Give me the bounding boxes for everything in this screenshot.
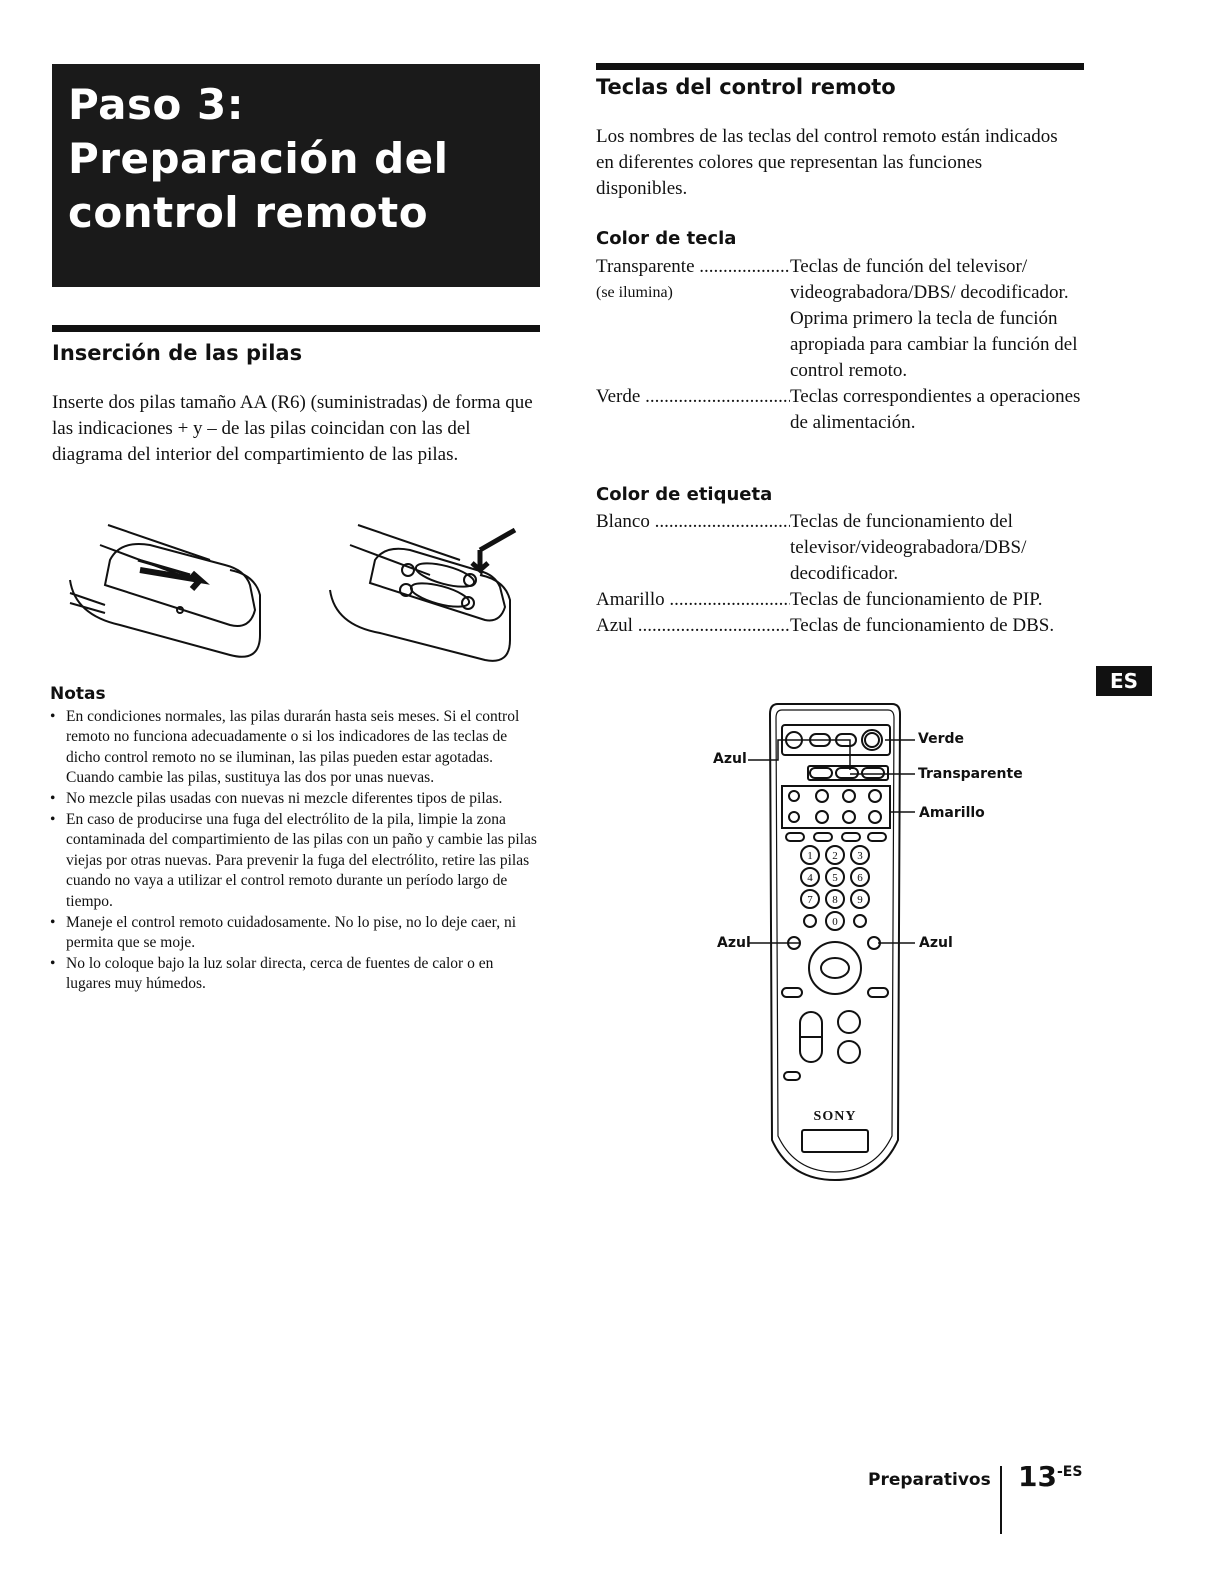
callout-azul-right: Azul bbox=[919, 935, 953, 951]
digit-9: 9 bbox=[857, 894, 863, 906]
digit-0: 0 bbox=[832, 916, 838, 928]
digit-1: 1 bbox=[807, 850, 813, 862]
note-item: • En caso de producirse una fuga del electrólito de la pila, limpie la zona contaminada del compartimiento de las pilas con un paño y cambie las pilas viejas por otras nuevas. Para prevenir la fuga del electrólito, retire las pilas cuando no vaya a utilizar el control remoto durante un período largo de tiempo. bbox=[50, 810, 540, 913]
insert-arrow-icon bbox=[472, 530, 515, 570]
section-rule-left bbox=[52, 325, 540, 332]
section-rule-right bbox=[596, 63, 1084, 70]
callout-verde: Verde bbox=[918, 731, 964, 747]
digit-3: 3 bbox=[857, 850, 863, 862]
notes-heading: Notas bbox=[50, 684, 106, 704]
language-badge: ES bbox=[1096, 666, 1152, 696]
page-number bbox=[1018, 1460, 1082, 1493]
label-color-row bbox=[596, 613, 1096, 639]
page-title: Paso 3: Preparación del control remoto bbox=[68, 80, 449, 237]
title-block bbox=[52, 64, 540, 287]
note-item: • En condiciones normales, las pilas durarán hasta seis meses. Si el control remoto no funciona adecuadamente o si los indicadores de las teclas de dicho control remoto no se iluminan, las pilas pueden estar agotadas. Cuando cambie las pilas, sustituya las dos por unas nuevas. bbox=[50, 707, 540, 789]
key-color-row bbox=[596, 254, 1096, 384]
page-number-value: 13 bbox=[1018, 1460, 1057, 1493]
label-color-desc: Teclas de funcionamiento de PIP. bbox=[790, 589, 1043, 610]
callout-amarillo: Amarillo bbox=[919, 805, 985, 821]
section-heading-keys: Teclas del control remoto bbox=[596, 75, 896, 99]
digit-6: 6 bbox=[857, 872, 863, 884]
digit-2: 2 bbox=[832, 850, 838, 862]
callout-azul-left: Azul bbox=[717, 935, 751, 951]
label-color-term: Azul ..... bbox=[596, 613, 790, 639]
footer-section: Preparativos bbox=[868, 1470, 991, 1490]
key-color-heading: Color de tecla bbox=[596, 228, 737, 249]
digit-4: 4 bbox=[807, 872, 813, 884]
digit-7: 7 bbox=[807, 894, 813, 906]
label-color-term: Amarillo ..... bbox=[596, 587, 790, 613]
note-item: • No lo coloque bajo la luz solar directa, cerca de fuentes de calor o en lugares muy húmedos. bbox=[50, 954, 540, 995]
key-color-row bbox=[596, 384, 1096, 436]
key-color-term: Verde ..... bbox=[596, 384, 790, 436]
callout-azul-top: Azul bbox=[713, 751, 747, 767]
label-color-row bbox=[596, 509, 1096, 587]
key-color-list bbox=[596, 254, 1096, 436]
label-color-row bbox=[596, 587, 1096, 613]
key-color-term: Transparente ..... bbox=[596, 254, 790, 280]
note-item: • Maneje el control remoto cuidadosamente. No lo pise, no lo deje caer, ni permita que se moje. bbox=[50, 913, 540, 954]
battery-instructions: Inserte dos pilas tamaño AA (R6) (suministradas) de forma que las indicaciones + y – de las pilas coincidan con las del diagrama del interior del compartimiento de las pilas. bbox=[52, 392, 533, 465]
page-number-suffix: -ES bbox=[1056, 1464, 1083, 1480]
digit-5: 5 bbox=[832, 872, 838, 884]
notes-list bbox=[50, 707, 540, 995]
battery-insertion-illustration bbox=[60, 515, 520, 665]
key-color-desc: Teclas correspondientes a operaciones de alimentación. bbox=[790, 386, 1081, 433]
footer-divider bbox=[1000, 1466, 1002, 1534]
slide-arrow-icon bbox=[140, 570, 200, 589]
key-color-desc: Teclas de función del televisor/ videograbadora/DBS/ decodificador. Oprima primero la tecla de función apropiada para cambiar la función del control remoto. bbox=[790, 256, 1078, 381]
callout-transparente: Transparente bbox=[918, 766, 1023, 782]
label-color-desc: Teclas de funcionamiento del televisor/videograbadora/DBS/ decodificador. bbox=[790, 511, 1027, 584]
keys-intro: Los nombres de las teclas del control remoto están indicados en diferentes colores que representan las funciones disponibles. bbox=[596, 126, 1058, 199]
remote-brand-logo: SONY bbox=[813, 1109, 857, 1124]
digit-8: 8 bbox=[832, 894, 838, 906]
note-item: • No mezcle pilas usadas con nuevas ni mezcle diferentes tipos de pilas. bbox=[50, 789, 540, 810]
label-color-list bbox=[596, 509, 1096, 639]
remote-callout-lines bbox=[700, 700, 930, 960]
notes-section bbox=[50, 684, 540, 995]
section-heading-batteries: Inserción de las pilas bbox=[52, 341, 303, 365]
label-color-desc: Teclas de funcionamiento de DBS. bbox=[790, 615, 1055, 636]
label-color-term: Blanco ..... bbox=[596, 509, 790, 587]
key-color-term-sub: (se ilumina) bbox=[596, 284, 673, 301]
label-color-heading: Color de etiqueta bbox=[596, 484, 773, 505]
